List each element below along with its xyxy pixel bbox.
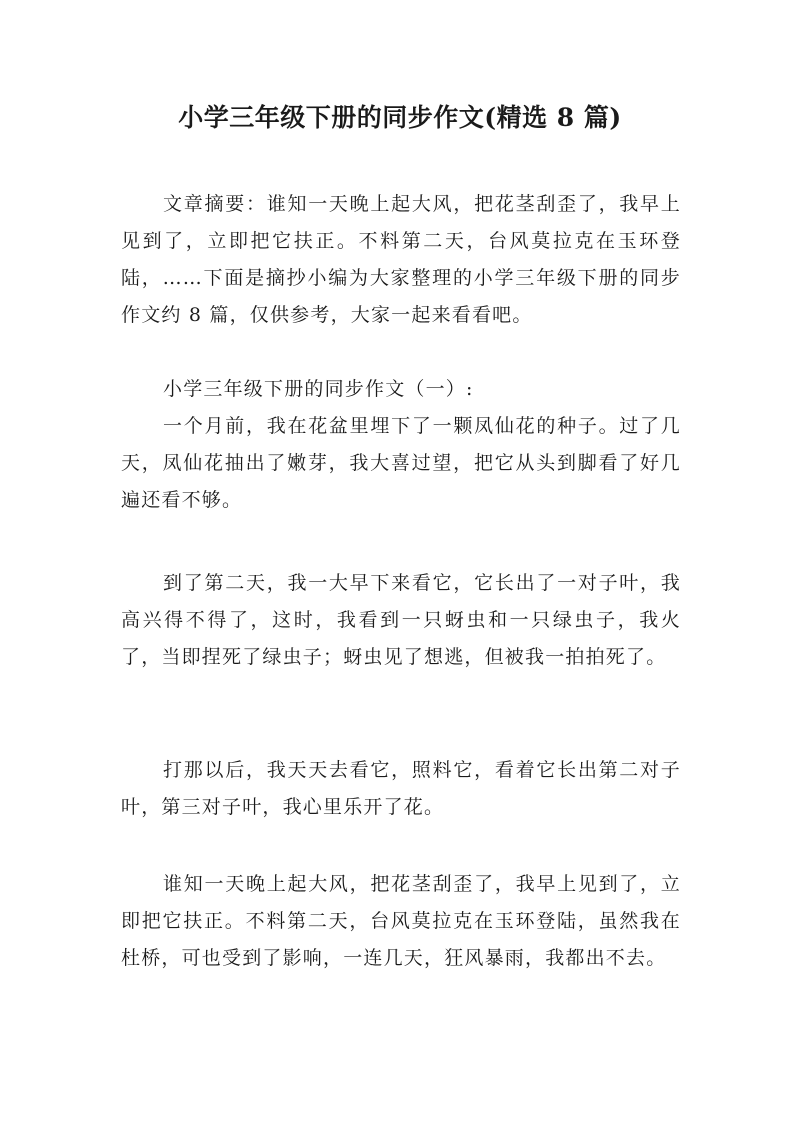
summary-paragraph: 文章摘要：谁知一天晚上起大风，把花茎刮歪了，我早上见到了，立即把它扶正。不料第二天，台风莫拉克在玉环登陆，……下面是摘抄小编为大家整理的小学三年级下册的同步作文约 8 篇，仅供参考，大家一起来看看吧。 (121, 193, 681, 326)
body-paragraph-1: 一个月前，我在花盆里埋下了一颗凤仙花的种子。过了几天，凤仙花抽出了嫩芽，我大喜过望，把它从头到脚看了好几遍还看不够。 (121, 415, 681, 511)
body-paragraph-2: 到了第二天，我一大早下来看它，它长出了一对子叶，我高兴得不得了，这时，我看到一只蚜虫和一只绿虫子，我火了，当即捏死了绿虫子；蚜虫见了想逃，但被我一拍拍死了。 (121, 572, 681, 668)
body-paragraph-4: 谁知一天晚上起大风，把花茎刮歪了，我早上见到了，立即把它扶正。不料第二天，台风莫拉克在玉环登陆，虽然我在杜桥，可也受到了影响，一连几天，狂风暴雨，我都出不去。 (121, 873, 681, 969)
section-heading: 小学三年级下册的同步作文（一）: (163, 378, 474, 400)
body-paragraph-3: 打那以后，我天天去看它，照料它，看着它长出第二对子叶，第三对子叶，我心里乐开了花。 (121, 759, 681, 818)
document-title: 小学三年级下册的同步作文(精选 8 篇) (178, 103, 622, 132)
